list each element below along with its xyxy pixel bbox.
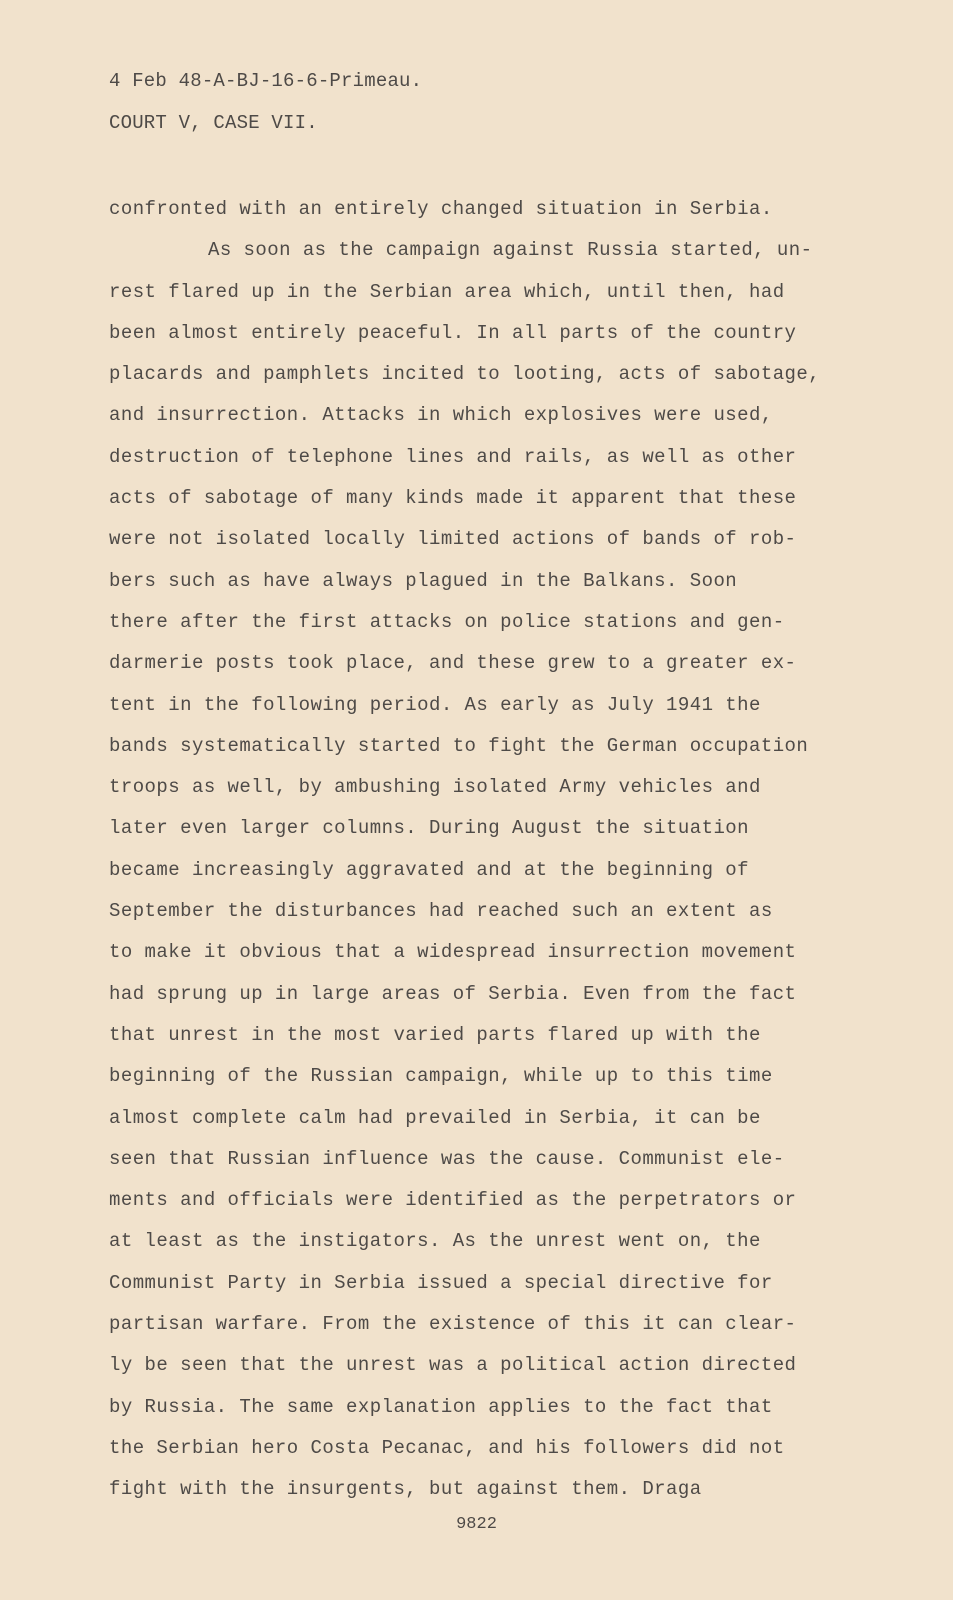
text-line: acts of sabotage of many kinds made it apparent that these	[109, 487, 797, 510]
text-line: confronted with an entirely changed situation in Serbia.	[109, 198, 773, 220]
text-line: destruction of telephone lines and rails, as well as other	[109, 445, 797, 468]
body-text	[109, 189, 869, 1511]
text-line: had sprung up in large areas of Serbia. Even from the fact	[109, 982, 797, 1005]
text-line: troops as well, by ambushing isolated Army vehicles and	[109, 776, 761, 799]
text-line: September the disturbances had reached such an extent as	[109, 900, 773, 923]
text-line: and insurrection. Attacks in which explosives were used,	[109, 404, 773, 427]
court-case-heading: COURT V, CASE VII.	[109, 112, 318, 134]
text-line: bers such as have always plagued in the Balkans. Soon	[109, 569, 738, 592]
text-line: seen that Russian influence was the cause. Communist ele-	[109, 1147, 785, 1170]
text-line: bands systematically started to fight the German occupation	[109, 734, 809, 757]
text-line: that unrest in the most varied parts flared up with the	[109, 1023, 761, 1046]
text-line: Communist Party in Serbia issued a special directive for	[109, 1271, 773, 1294]
text-line: ly be seen that the unrest was a political action directed	[109, 1354, 797, 1377]
text-line: beginning of the Russian campaign, while up to this time	[109, 1065, 773, 1088]
text-line: been almost entirely peaceful. In all parts of the country	[109, 321, 797, 344]
text-line: at least as the instigators. As the unrest went on, the	[109, 1230, 761, 1253]
text-line: tent in the following period. As early as July 1941 the	[109, 693, 761, 716]
text-line: later even larger columns. During August the situation	[109, 817, 749, 840]
text-line: almost complete calm had prevailed in Serbia, it can be	[109, 1106, 761, 1129]
text-line: were not isolated locally limited actions of bands of rob-	[109, 528, 797, 551]
text-line: there after the first attacks on police stations and gen-	[109, 610, 785, 633]
text-line: ments and officials were identified as the perpetrators or	[109, 1189, 797, 1212]
text-line: became increasingly aggravated and at the beginning of	[109, 858, 749, 881]
text-line: by Russia. The same explanation applies to the fact that	[109, 1395, 773, 1418]
text-line: placards and pamphlets incited to looting, acts of sabotage,	[109, 363, 821, 386]
page-number: 9822	[456, 1515, 497, 1534]
text-line: fight with the insurgents, but against them. Draga	[109, 1478, 702, 1501]
text-line: partisan warfare. From the existence of this it can clear-	[109, 1313, 797, 1336]
text-line: darmerie posts took place, and these grew to a greater ex-	[109, 652, 797, 675]
document-reference: 4 Feb 48-A-BJ-16-6-Primeau.	[109, 70, 423, 92]
text-line: to make it obvious that a widespread insurrection movement	[109, 941, 797, 964]
text-line: the Serbian hero Costa Pecanac, and his followers did not	[109, 1436, 785, 1459]
text-line: As soon as the campaign against Russia started, un-	[208, 239, 813, 262]
text-line: rest flared up in the Serbian area which, until then, had	[109, 280, 785, 303]
